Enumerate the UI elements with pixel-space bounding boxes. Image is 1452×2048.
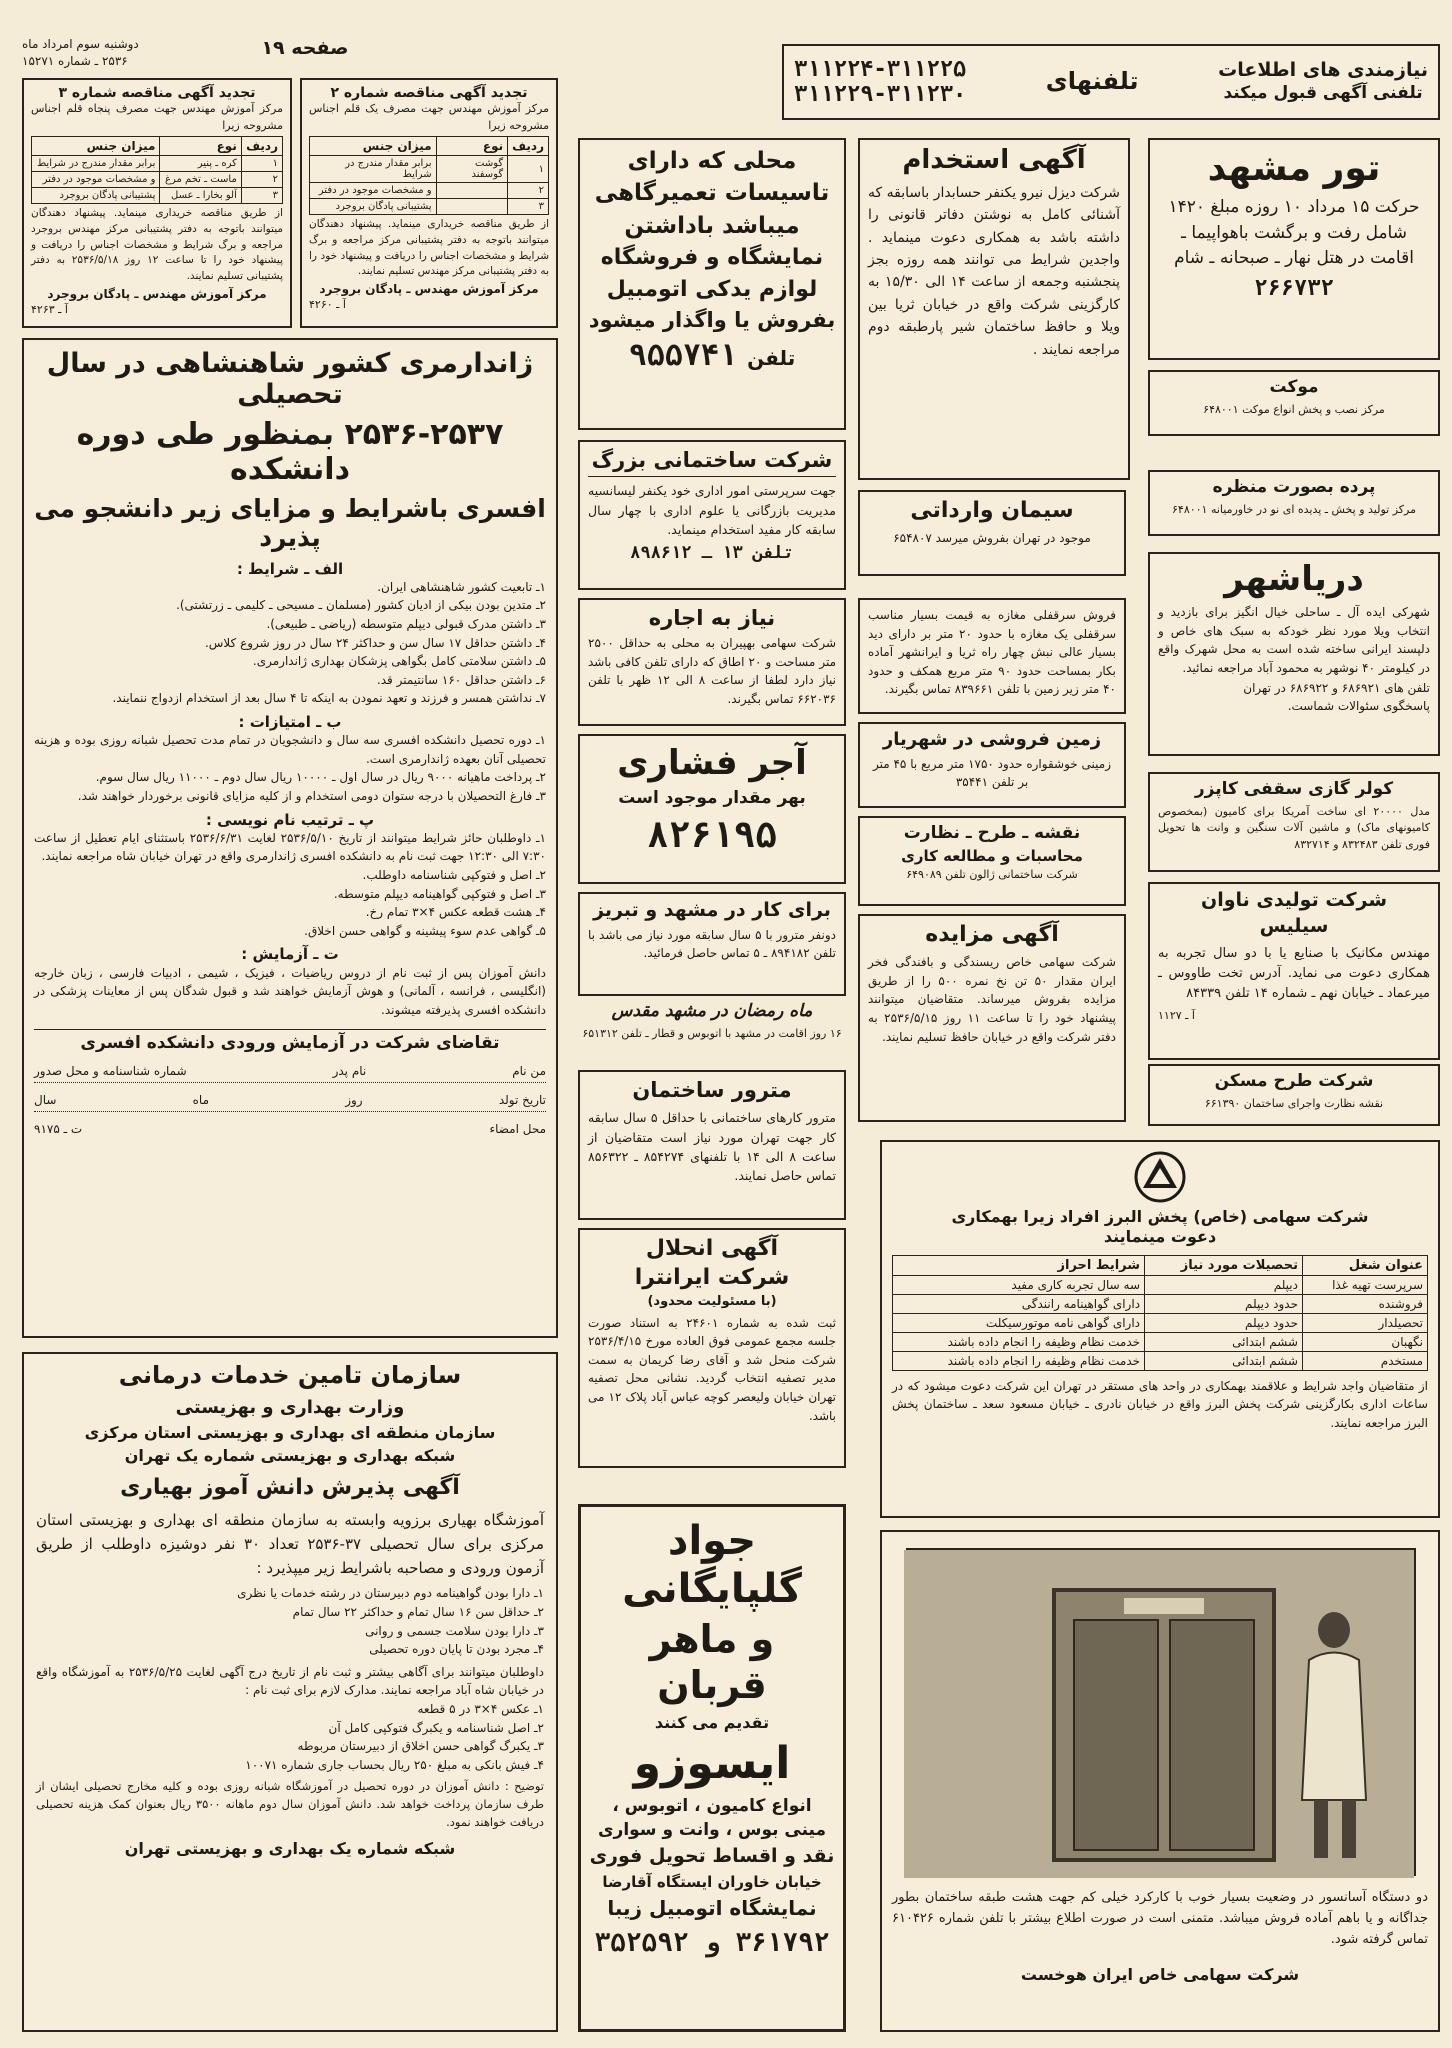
gendarmerie-headline-2: ۲۵۳۶-۲۵۳۷ بمنظور طی دوره دانشکده: [76, 417, 504, 487]
form-id-label: شماره شناسنامه و محل صدور: [34, 1064, 187, 1079]
nursing-body: داوطلبان میتوانند برای آگاهی بیشتر و ثبت نام از تاریخ درج آگهی لغایت ۲۵۳۶/۵/۲۵ به آموزشگاه واقع در خیابان شاه آباد مراجعه نمایند. مدارک لازم برای ثبت نام :: [36, 1664, 544, 1698]
surveyor-ad: [578, 1070, 846, 1220]
tender-3-ad: [22, 78, 292, 328]
elevator-photo-illustration: [904, 1550, 1414, 1878]
form-name-label: من نام: [512, 1064, 546, 1079]
cell: و مشخصات موجود در دفتر: [32, 172, 160, 188]
alborz-footer: از متقاضیان واجد شرایط و علاقمند بهمکاری در واحد های مستقر در تهران این شرکت دعوت میشود که در ساعات اداری بکارگزینی شرکت پخش البرز واقع در خیابان نادری ـ خیابان مسعود سعد ـ ساختمان پخش البرز مراجعه نمایند.: [892, 1378, 1428, 1430]
list-item: ۱ـ تابعیت کشور شاهنشاهی ایران.: [377, 579, 546, 594]
design-title: شرکت طرح مسکن: [1214, 1071, 1374, 1091]
cell: نگهبان: [1302, 1332, 1427, 1351]
section-b-list: [34, 731, 546, 805]
section-d-title: ت ـ آزمایش :: [241, 945, 339, 964]
tender-2-footer: مرکز آموزش مهندس ـ پادگان بروجرد: [319, 282, 539, 297]
cell: برابر مقدار مندرج در شرایط: [310, 156, 437, 183]
cement-body: موجود در تهران بفروش میرسد ۶۵۴۸۰۷: [893, 531, 1091, 546]
tender-2-col-row: ردیف: [508, 137, 549, 156]
cell: [436, 199, 508, 215]
nursing-conditions: [36, 1584, 544, 1658]
big-company-title: شرکت ساختمانی بزرگ: [591, 448, 833, 472]
auction-title: آگهی مزایده: [925, 922, 1059, 947]
alborz-ad: [880, 1140, 1440, 1518]
surveyor-title: مترور ساختمان: [632, 1078, 792, 1102]
list-item: ۴ـ هشت قطعه عکس ۴×۳ تمام رخ.: [365, 905, 546, 920]
cell: پشتیبانی پادگان بروجرد: [32, 188, 160, 204]
nursing-note: توضیح : دانش آموزان در دوره تحصیل در آموزشگاه شبانه روزی بوده و کلیه مخارج تحصیلی ایشان از طرف سازمان پرداخت خواهد شد. دانش آموزان سال دوم ماهانه ۳۵۰۰ ریال بعنوان کمک هزینه تحصیلی دریافت خواهند نمود.: [36, 1779, 545, 1829]
dealer-name-2: و ماهر قربان: [649, 1617, 775, 1707]
cooler-body: مدل ۲۰۰۰۰ ای ساخت آمریکا برای کامیون (بمخصوص کامیونهای ماک) و ماشین آلات سنگین و وانت ها تحویل فوری تلفن ۸۳۲۴۸۳ و ۸۳۲۷۱۴: [1158, 804, 1431, 851]
table-row: [32, 172, 283, 188]
elevator-company: شرکت سهامی خاص ایران هوخست: [1020, 1965, 1300, 1985]
form-signature-label: محل امضاء: [489, 1122, 546, 1137]
table-row: [310, 183, 549, 199]
health-org-1: سازمان تامین خدمات درمانی: [118, 1361, 462, 1389]
banner-phones-1: ۳۱۱۲۲۴-۳۱۱۲۲۵: [794, 57, 967, 82]
list-item: ۳ـ اصل و فتوکپی گواهینامه دیپلم متوسطه.: [333, 886, 546, 901]
list-item: ۵ـ گواهی عدم سوء پیشینه و گواهی حسن اخلاق.: [304, 923, 546, 938]
big-company-body: جهت سرپرستی امور اداری خود یکنفر لیسانسیه مدیریت بازرگانی یا علوم اداری با چهار سال سابقه کار مفید استخدام مینماید.: [588, 483, 836, 537]
dissolution-title-2: شرکت ایرانترا: [634, 1265, 790, 1291]
gendarmerie-headline-1: ژاندارمری کشور شاهنشاهی در سال تحصیلی: [46, 348, 534, 411]
land-title: زمین فروشی در شهریار: [882, 729, 1102, 750]
alborz-col-job: عنوان شغل: [1302, 1255, 1427, 1275]
map-line-2: محاسبات و مطالعه کاری: [901, 846, 1083, 865]
list-item: ۶ـ داشتن حداقل ۱۶۰ سانتیمتر قد.: [376, 672, 546, 687]
tour-phone: ۲۶۶۷۳۲: [1254, 275, 1334, 301]
banner-phones-2: ۳۱۱۲۲۹-۳۱۱۲۳۰: [794, 82, 967, 107]
date-line-2: ۲۵۳۶ ـ شماره ۱۵۲۷۱: [22, 53, 128, 68]
gendarmerie-headline-3: افسری باشرایط و مزایای زیر دانشجو می پذیرد: [34, 494, 546, 552]
list-item: ۳ـ یکبرگ گواهی حسن اخلاق از دبیرستان مربوطه: [297, 1739, 544, 1754]
list-item: ۱ـ دوره تحصیل دانشکده افسری سه سال و دانشجویان در تمام مدت تحصیل شبانه روزی بوده و هزینه تحصیلی آنان بعهده ژاندارمری است.: [34, 733, 546, 766]
hiring-ad: [858, 138, 1130, 480]
form-day-label: روز: [345, 1093, 363, 1108]
cell: پشتیبانی پادگان بروجرد: [310, 199, 437, 215]
dealer-terms: نقد و اقساط تحویل فوری: [589, 1845, 835, 1868]
list-item: ۱ـ عکس ۴×۳ در ۵ قطعه: [417, 1701, 544, 1716]
brick-title: آجر فشاری: [617, 743, 807, 783]
cell: ششم ابتدائی: [1145, 1351, 1303, 1370]
cell: دارای گواهینامه رانندگی: [893, 1294, 1145, 1313]
form-birth-label: تاریخ تولد: [498, 1093, 546, 1108]
cement-ad: [858, 490, 1126, 576]
design-body: نقشه نظارت واجرای ساختمان ۶۶۱۳۹۰: [1204, 1096, 1384, 1110]
list-item: ۲ـ پرداخت ماهیانه ۹۰۰۰ ریال در سال اول ـ ۱۰۰۰۰ ریال سال دوم ـ ۱۱۰۰۰ ریال سال سوم.: [95, 770, 546, 785]
cell: ۲: [241, 172, 282, 188]
auction-ad: [858, 914, 1126, 1122]
auction-body: شرکت سهامی خاص ریسندگی و بافندگی فخر ایران مقدار ۵۰ تن نخ نمره ۵۰۰ را از طریق مزایده بفروش میرساند. متقاضیان میتوانند پیشنهاد خود را تا ساعت ۱۱ روز ۲۵۳۶/۵/۱۵ به دفتر شرکت واقع در خیابان حافظ تسلیم نمایند.: [868, 955, 1116, 1044]
health-org-4: شبکه بهداری و بهزیستی شماره یک تهران: [124, 1445, 456, 1465]
banner-subtitle: تلفنی آگهی قبول میکند: [1223, 83, 1423, 104]
alborz-col-req: شرایط احراز: [893, 1255, 1145, 1275]
list-item: ۵ـ داشتن سلامتی کامل بگواهی پزشکان بهداری ژاندارمری.: [252, 654, 546, 669]
map-ad: [858, 816, 1126, 906]
seaside-ad: [1148, 552, 1440, 756]
ramadan-body: ۱۶ روز اقامت در مشهد با اتوبوس و قطار ـ تلفن ۶۵۱۳۱۲: [582, 1026, 842, 1040]
cell: خدمت نظام وظیفه را انجام داده باشند: [893, 1351, 1145, 1370]
seaside-title: دریاشهر: [1224, 559, 1364, 599]
tender-2-col-type: نوع: [436, 137, 508, 156]
cell: ماست ـ تخم مرغ: [160, 172, 241, 188]
alborz-col-edu: تحصیلات مورد نیاز: [1145, 1255, 1303, 1275]
nursing-title: آگهی پذیرش دانش آموز بهیاری: [120, 1475, 460, 1501]
cooler-ad: [1148, 772, 1440, 872]
cell: ۱: [241, 156, 282, 172]
surveyor-body: مترور کارهای ساختمانی با حداقل ۵ سال سابقه کار جهت تهران مورد نیاز است متقاضیان از ساعت ۸ الی ۱۴ با تلفنهای ۸۵۴۲۷۴ ـ ۸۵۶۳۲۲ تماس حاصل نمایند.: [588, 1110, 836, 1184]
table-row: [310, 156, 549, 183]
garage-line-5: لوازم یدکی اتومبیل: [606, 276, 818, 302]
dealer-types-1: انواع کامیون ، اتوبوس ،: [612, 1796, 812, 1817]
garage-phone-label: تلفن: [747, 346, 796, 371]
dealer-sub: تقدیم می کنند: [654, 1713, 770, 1733]
dealer-phones: ۳۶۱۷۹۲ و ۳۵۲۵۹۲: [594, 1928, 830, 1959]
tender-3-table: [31, 136, 283, 204]
garage-line-6: بفروش یا واگذار میشود: [588, 307, 836, 332]
table-row: [893, 1275, 1428, 1294]
tender-3-col-qty: میزان جنس: [32, 137, 160, 156]
nursing-documents: [36, 1700, 544, 1774]
dealer-address: خیابان خاوران ایستگاه آقارضا: [602, 1873, 822, 1892]
form-month-label: ماه: [192, 1093, 210, 1108]
table-row: [32, 188, 283, 204]
navan-title-2: سیلیس: [1259, 914, 1329, 937]
brick-ad: [578, 734, 846, 884]
cell: کره ـ پنیر: [160, 156, 241, 172]
section-a-list: [34, 578, 546, 708]
rent-title: نیاز به اجاره: [648, 606, 776, 630]
list-item: ۴ـ مجرد بودن تا پایان دوره تحصیلی: [369, 1642, 544, 1657]
section-c-list: [34, 829, 546, 941]
carpet-title: موکت: [1269, 377, 1319, 397]
tender-3-col-row: ردیف: [241, 137, 282, 156]
alborz-table: [892, 1255, 1428, 1371]
curtain-title: پرده بصورت منظره: [1212, 477, 1376, 497]
carpet-ad: [1148, 370, 1440, 436]
brick-phone: ۸۲۶۱۹۵: [646, 814, 778, 856]
tender-3-col-type: نوع: [160, 137, 241, 156]
cell: آلو بخارا ـ عسل: [160, 188, 241, 204]
banner-phones-label: تلفنهای: [1045, 67, 1139, 96]
cell: برابر مقدار مندرج در شرایط: [32, 156, 160, 172]
cell: سرپرست تهیه غذا: [1302, 1275, 1427, 1294]
ramadan-title: ماه رمضان در مشهد مقدس: [611, 1001, 813, 1021]
list-item: ۴ـ فیش بانکی به مبلغ ۲۵۰ ریال بحساب جاری شماره ۱۰۰۷۱: [245, 1757, 544, 1772]
navan-ad: [1148, 882, 1440, 1060]
table-row: [32, 156, 283, 172]
cell: حدود دیپلم: [1145, 1294, 1303, 1313]
table-row: [893, 1294, 1428, 1313]
cement-title: سیمان وارداتی: [910, 498, 1074, 523]
dealer-types-2: مینی بوس ، وانت و سواری: [597, 1819, 827, 1840]
cell: ششم ابتدائی: [1145, 1332, 1303, 1351]
alborz-title-2: دعوت مینمایند: [1103, 1227, 1217, 1247]
form-father-label: نام پدر: [332, 1064, 367, 1079]
garage-line-4: نمایشگاه و فروشگاه: [600, 245, 824, 271]
tender-2-ad: [300, 78, 558, 328]
cell: فروشنده: [1302, 1294, 1427, 1313]
garage-phone: ۹۵۵۷۴۱: [628, 338, 738, 374]
tender-3-org: مرکز آموزش مهندس جهت مصرف پنجاه قلم اجناس مشروحه زیرا: [31, 102, 283, 132]
tender-2-title: تجدید آگهی مناقصه شماره ۲: [330, 85, 528, 101]
alborz-title: شرکت سهامی (خاص) پخش البرز افراد زیرا بهمکاری: [951, 1207, 1369, 1226]
tender-3-code: آ ـ ۴۲۶۳: [31, 302, 68, 316]
table-row: [310, 199, 549, 215]
cell: و مشخصات موجود در دفتر: [310, 183, 437, 199]
alborz-logo-icon: [1133, 1150, 1187, 1204]
dissolution-ad: [578, 1228, 846, 1468]
cell: دارای گواهی نامه موتورسیکلت: [893, 1313, 1145, 1332]
tender-2-code: آ ـ ۴۲۶۰: [309, 297, 346, 311]
health-org-2: وزارت بهداری و بهزیستی: [175, 1396, 405, 1418]
cell: خدمت نظام وظیفه را انجام داده باشند: [893, 1332, 1145, 1351]
mashhad-job-body: دونفر مترور با ۵ سال سابقه مورد نیاز می باشد با تلفن ۸۹۴۱۸۲ ـ ۵ تماس حاصل فرمائید.: [588, 927, 836, 961]
isuzu-dealer-ad: [578, 1504, 846, 2032]
garage-line-1: محلی که دارای: [627, 148, 797, 174]
application-form-title: تقاضای شرکت در آزمایش ورودی دانشکده افسری: [80, 1033, 500, 1054]
garage-line-3: میباشد باداشتن: [624, 212, 800, 239]
list-item: ۴ـ داشتن حداقل ۱۷ سال سن و حداکثر ۲۴ سال در روز شروع کلاس.: [204, 635, 546, 650]
cell: مستخدم: [1302, 1351, 1427, 1370]
gendarmerie-code: ت ـ ۹۱۷۵: [34, 1122, 83, 1137]
table-row: [893, 1351, 1428, 1370]
land-body: زمینی خوشقواره حدود ۱۷۵۰ متر مربع با ۴۵ متر بر تلفن ۳۵۴۴۱: [873, 756, 1111, 789]
list-item: ۳ـ فارغ التحصیلان با درجه ستوان دومی استخدام و از کلیه مزایای قانونی برخوردار خواهند شد.: [77, 789, 546, 804]
curtain-body: مرکز تولید و پخش ـ پدیده ای نو در خاورمیانه ۶۴۸۰۰۱: [1172, 502, 1416, 516]
navan-code: آ ـ ۱۱۲۷: [1158, 1009, 1195, 1023]
tour-mashhad-ad: [1148, 138, 1440, 360]
land-ad: [858, 722, 1126, 808]
table-row: [893, 1332, 1428, 1351]
tender-2-table: [309, 136, 549, 215]
tour-body: حرکت ۱۵ مرداد ۱۰ روزه مبلغ ۱۴۲۰ شامل رفت و برگشت باهواپیما ـ اقامت در هتل نهار ـ صبحانه ـ شام: [1168, 197, 1420, 269]
seaside-body: شهرکی ایده آل ـ ساحلی خیال انگیز برای بازدید و انتخاب ویلا مورد نظر خودکه به سبک های خاص و دلپسند ایرانی ساخته شده است به محل شهرک واقع در کیلومتر ۴۰ نوشهر به محمود آباد مراجعه نمائید.: [1158, 605, 1430, 675]
garage-line-2: تاسیسات تعمیرگاهی: [594, 180, 830, 207]
date-line-1: دوشنبه سوم امرداد ماه: [22, 37, 139, 51]
date-block: [22, 36, 232, 72]
mashhad-job-title: برای کار در مشهد و تبریز: [593, 899, 831, 921]
tender-3-footer: مرکز آموزش مهندس ـ پادگان بروجرد: [47, 286, 267, 301]
big-company-ad: [578, 440, 846, 590]
list-item: ۲ـ اصل و فتوکپی شناسنامه داوطلب.: [362, 868, 546, 883]
hiring-body: شرکت دیزل نیرو یکنفر حسابدار باسابقه که آشنائی کامل به نوشتن دفاتر قانونی را داشته باشد به همکاری دعوت مینماید . واجدین شرایط می توانند همه روزه بجز پنجشنبه وجمعه از ساعت ۱۴ الی ۱۵/۳۰ به کارگزینی شرکت واقع در خیابان ثریا بین ویلا و حافظ ساختمان شیر پارطبقه دوم مراجعه نمایند .: [868, 184, 1121, 358]
list-item: ۲ـ حداقل سن ۱۶ سال تمام و حداکثر ۲۲ سال تمام: [292, 1604, 544, 1619]
navan-title-1: شرکت تولیدی ناوان: [1200, 889, 1388, 911]
list-item: ۳ـ دارا بودن سلامت جسمی و روانی: [365, 1623, 544, 1638]
application-form-row-2: [34, 1093, 546, 1112]
dealer-brand: ایسوزو: [633, 1737, 791, 1789]
elevator-ad: [880, 1530, 1440, 2032]
section-a-title: الف ـ شرایط :: [236, 559, 344, 578]
dealer-name-1: جواد گلپایگانی: [622, 1518, 802, 1612]
cell: [436, 183, 508, 199]
cell: تحصیلدار: [1302, 1313, 1427, 1332]
tender-3-title: تجدید آگهی مناقصه شماره ۳: [58, 85, 256, 101]
cell: ۱: [508, 156, 549, 183]
shop-ad: [858, 598, 1126, 714]
navan-body: مهندس مکانیک با صنایع یا با دو سال تجربه به همکاری دعوت می نماید. آدرس تخت طاووس ـ میرعماد ـ خیابان نهم ـ شماره ۱۴ تلفن ۸۴۳۳۹: [1158, 945, 1430, 1001]
list-item: ۲ـ اصل شناسنامه و یکبرگ فتوکپی کامل آن: [328, 1720, 544, 1735]
seaside-phone: تلفن های ۶۸۶۹۲۱ و ۶۸۶۹۲۲ در تهران: [1243, 681, 1430, 696]
tender-3-body: از طریق مناقصه خریداری مینماید. پیشنهاد دهندگان میتوانند باتوجه به دفتر پشتیبانی مرکز مهندس بروجرد مراجعه و برگ شرایط و مشخصات اجناس را دریافت و پیشنهاد خود را تا ساعت ۱۲ روز ۲۵۳۶/۵/۱۸ به دفتر پشتیبانی تسلیم نمایند.: [31, 207, 283, 283]
dissolution-title-1: آگهی انحلال: [645, 1236, 779, 1261]
banner-title: نیازمندی های اطلاعات: [1218, 59, 1428, 82]
cell: ۲: [508, 183, 549, 199]
big-company-phone: تلفن ۱۳ ـ ۸۹۸۶۱۲: [630, 543, 794, 564]
elevator-body: دو دستگاه آسانسور در وضعیت بسیار خوب با کارکرد خیلی کم جهت هشت طبقه ساختمان بطور جداگانه و یا باهم آماده فروش میباشد. متمنی است در صورت اطلاع بیشتر با تلفن شماره ۶۱۰۴۲۶ تماس گرفته شود.: [892, 1890, 1428, 1947]
tender-2-col-qty: میزان جنس: [310, 137, 437, 156]
garage-ad: [578, 138, 846, 430]
carpet-body: مرکز نصب و پخش انواع موکت ۶۴۸۰۰۱: [1203, 402, 1385, 416]
rent-body: شرکت سهامی بهپیران به محلی به حداقل ۲۵۰۰ متر مساحت و ۲۰ اطاق که دارای تلفن کافی باشد نیاز دارد لطفا از ساعت ۸ الی ۱۲ ظهر با تلفن ۶۶۲۰۳۶ تماس بگیرند.: [588, 636, 837, 706]
list-item: ۷ـ نداشتن همسر و فرزند و تعهد نمودن به اینکه تا ۴ سال بعد از استخدام ازدواج ننمایند.: [112, 691, 546, 706]
elevator-photo: [906, 1548, 1416, 1876]
section-d-text: دانش آموزان پس از ثبت نام از دروس ریاضیات ، فیزیک ، شیمی ، ادبیات فارسی ، زبان خارجه (انگلیسی ، فرانسه ، آلمانی) و هوش آزمایش خواهند شد و قبول شدگان پس از معاینات پزشکی در دانشکده افسری پذیرفته میشوند.: [34, 965, 546, 1017]
map-title: نقشه ـ طرح ـ نظارت: [903, 823, 1081, 843]
brick-body: بهر مقدار موجود است: [618, 788, 806, 809]
nursing-school-ad: [22, 1352, 558, 2032]
hiring-title: آگهی استخدام: [902, 145, 1086, 175]
garage-phone-row: [588, 338, 836, 373]
application-form-row-3: [34, 1122, 546, 1136]
page-number: صفحه ۱۹: [261, 37, 349, 59]
cell: ۳: [508, 199, 549, 215]
form-year-label: سال: [34, 1093, 57, 1108]
tour-title: تور مشهد: [1207, 148, 1381, 189]
section-b-title: ب ـ امتیازات :: [238, 713, 342, 731]
application-form-row-1: [34, 1064, 546, 1083]
housing-design-ad: [1148, 1064, 1440, 1126]
cell: ۳: [241, 188, 282, 204]
top-banner: [782, 44, 1440, 120]
map-line-3: شرکت ساختمانی ژالون تلفن ۶۴۹۰۸۹: [906, 867, 1078, 881]
cell: حدود دیپلم: [1145, 1313, 1303, 1332]
dealer-showroom: نمایشگاه اتومبیل زیبا: [607, 1896, 817, 1921]
curtain-ad: [1148, 470, 1440, 536]
list-item: ۱ـ داوطلبان حائز شرایط میتوانند از تاریخ ۲۵۳۶/۵/۱۰ لغایت ۲۵۳۶/۶/۳۱ باستثنای ایام تعطیل از ساعت ۷:۳۰ الی ۱۲:۳۰ جهت ثبت نام به دانشکده افسری ژاندارمری واقع در تهران خیابان شاه مراجعه نمایند.: [34, 830, 546, 864]
seaside-note: پاسخگوی سئوالات شماست.: [1287, 699, 1430, 714]
shop-body: فروش سرقفلی مغازه به قیمت بسیار مناسب سرقفلی یک مغازه با حدود ۲۰ متر بر دارای دید بسیار عالی نبش چهار راه ثریا و ایرانشهر آماده بکار بمساحت حدود ۹۰ متر مربع همکف و حدود ۴۰ متر زیر زمین با تلفن ۸۳۹۶۶۱ تماس بگیرند.: [868, 608, 1117, 697]
health-org-3: سازمان منطقه ای بهداری و بهزیستی استان مرکزی: [84, 1423, 496, 1443]
nursing-lead: آموزشگاه بهیاری برزویه وابسته به سازمان منطقه ای بهداری و بهزیستی استان مرکزی برای سال تحصیلی ۳۷-۲۵۳۶ تعداد ۳۰ نفر دوشیزه داوطلب از طریق آزمون ورودی و مصاحبه باشرایط زیر میپذیرد :: [36, 1511, 544, 1578]
mashhad-job-ad: [578, 892, 846, 996]
tender-2-org: مرکز آموزش مهندس جهت مصرف یک قلم اجناس مشروحه زیرا: [309, 102, 549, 132]
list-item: ۲ـ متدین بودن بیکی از ادیان کشور (مسلمان ـ مسیحی ـ کلیمی ـ زرتشتی).: [176, 598, 546, 613]
nursing-footer: شبکه شماره یک بهداری و بهزیستی تهران: [124, 1838, 456, 1858]
ramadan-ad: [578, 1002, 846, 1064]
gendarmerie-ad: [22, 338, 558, 1338]
list-item: ۳ـ داشتن مدرک قبولی دیپلم متوسطه (ریاضی ـ طبیعی).: [266, 617, 546, 632]
cell: سه سال تجربه کاری مفید: [893, 1275, 1145, 1294]
dissolution-body: ثبت شده به شماره ۲۴۶۰۱ به استناد صورت جلسه مجمع عمومی فوق العاده مورخ ۲۵۳۶/۴/۱۵ شرکت منحل شد و آقای رضا کریمان به سمت مدیر تصفیه انتخاب گردید. نشانی محل تصفیه تهران خیابان ولیعصر کوچه عباس آباد پلاک ۱۲ می باشد.: [588, 1315, 836, 1423]
alborz-logo: [892, 1150, 1428, 1204]
tender-2-body: از طریق مناقصه خریداری مینماید. پیشنهاد دهندگان میتوانند باتوجه به دفتر پشتیبانی مرکز مراجعه و برگ شرایط و مشخصات اجناس را دریافت و پیشنهاد خود را به دفتر پشتیبانی مرکز مهندس تسلیم نمایند.: [309, 218, 549, 278]
section-c-title: پ ـ ترتیب نام نویسی :: [205, 810, 375, 829]
cell: گوشت گوسفند: [436, 156, 508, 183]
rent-ad: [578, 598, 846, 726]
list-item: ۱ـ دارا بودن گواهینامه دوم دبیرستان در رشته خدمات یا نظری: [237, 1586, 544, 1601]
table-row: [893, 1313, 1428, 1332]
cooler-title: کولر گازی سقفی کاپزر: [1194, 779, 1394, 799]
dissolution-sub: (با مسئولیت محدود): [647, 1293, 777, 1309]
cell: دیپلم: [1145, 1275, 1303, 1294]
